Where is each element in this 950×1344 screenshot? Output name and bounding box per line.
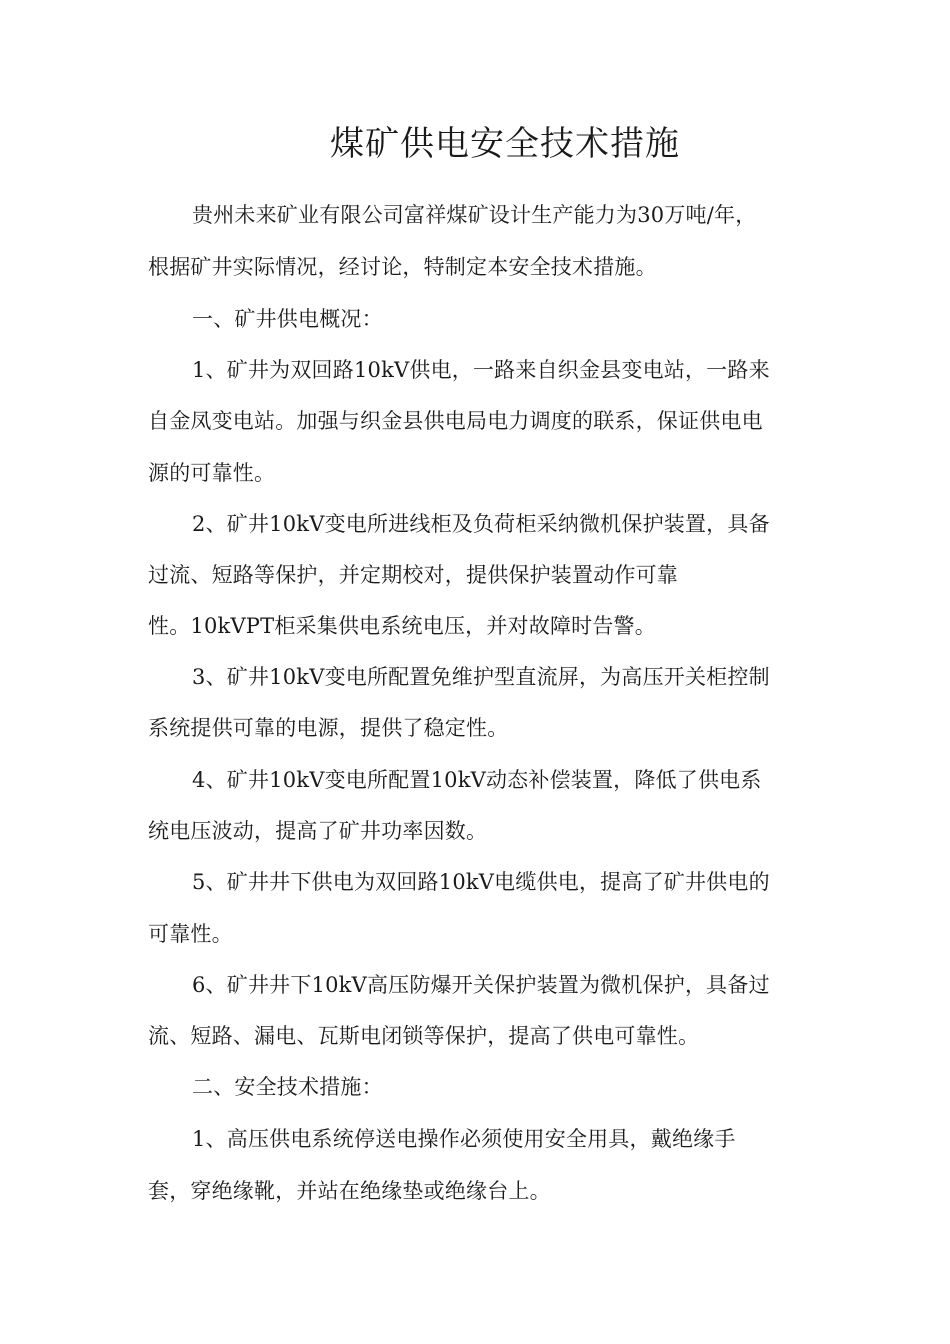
paragraph-line: 4、矿井10kV变电所配置10kV动态补偿装置，降低了供电系 <box>192 768 762 792</box>
paragraph-line: 2、矿井10kV变电所进线柜及负荷柜采纳微机保护装置，具备 <box>192 512 770 536</box>
paragraph-line: 可靠性。 <box>148 922 233 946</box>
paragraph-line: 1、高压供电系统停送电操作必须使用安全用具，戴绝缘手 <box>192 1127 736 1151</box>
paragraph-line: 源的可靠性。 <box>148 461 276 485</box>
paragraph-line: 5、矿井井下供电为双回路10kV电缆供电，提高了矿井供电的 <box>192 870 770 894</box>
paragraph-line: 3、矿井10kV变电所配置免维护型直流屏，为高压开关柜控制 <box>192 665 770 689</box>
paragraph-line: 性。10kVPT柜采集供电系统电压，并对故障时告警。 <box>148 614 656 638</box>
paragraph-line: 统电压波动，提高了矿井功率因数。 <box>148 819 488 843</box>
paragraph-line: 过流、短路等保护，并定期校对，提供保护装置动作可靠 <box>148 563 678 587</box>
paragraph-line: 自金凤变电站。加强与织金县供电局电力调度的联系，保证供电电 <box>148 409 763 433</box>
document-title: 煤矿供电安全技术措施 <box>330 124 680 164</box>
paragraph-line: 系统提供可靠的电源，提供了稳定性。 <box>148 716 509 740</box>
paragraph-line: 流、短路、漏电、瓦斯电闭锁等保护，提高了供电可靠性。 <box>148 1024 700 1048</box>
paragraph-line: 6、矿井井下10kV高压防爆开关保护装置为微机保护，具备过 <box>192 973 770 997</box>
paragraph-line: 套，穿绝缘靴，并站在绝缘垫或绝缘台上。 <box>148 1179 551 1203</box>
paragraph-line: 根据矿井实际情况，经讨论，特制定本安全技术措施。 <box>148 255 657 279</box>
section-heading: 一、矿井供电概况： <box>192 307 383 331</box>
section-heading: 二、安全技术措施： <box>192 1075 383 1099</box>
paragraph-line: 贵州未来矿业有限公司富祥煤矿设计生产能力为30万吨/年， <box>192 203 757 227</box>
paragraph-line: 1、矿井为双回路10kV供电，一路来自织金县变电站，一路来 <box>192 358 770 382</box>
